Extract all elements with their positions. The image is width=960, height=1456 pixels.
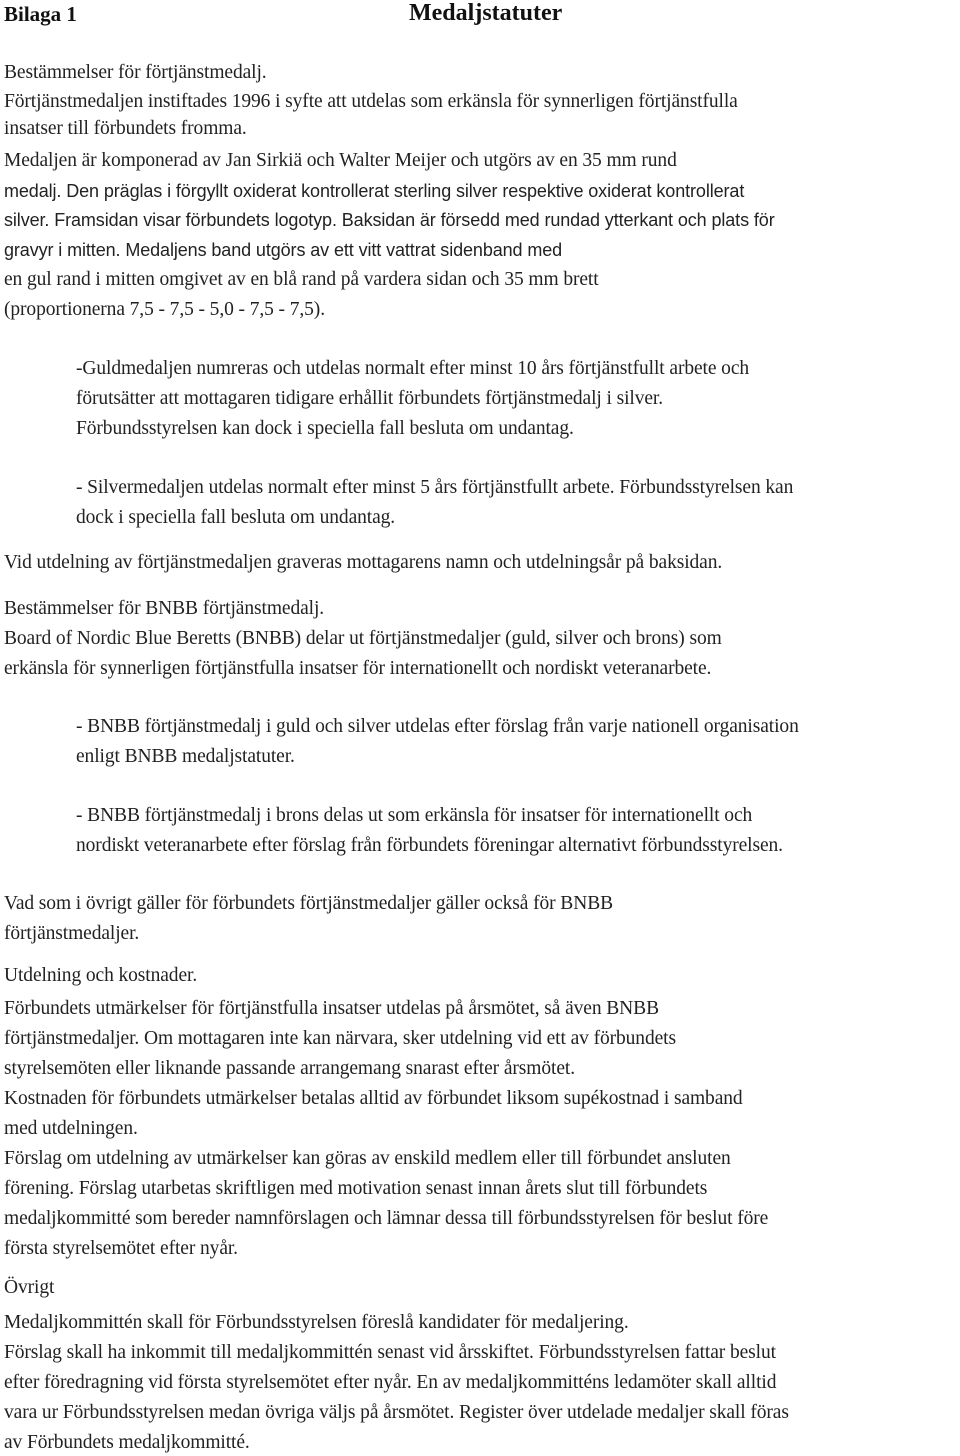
text-line: Bestämmelser för förtjänstmedalj. — [4, 62, 267, 83]
text-line: dock i speciella fall besluta om undantag. — [76, 507, 396, 528]
text-line: gravyr i mitten. Medaljens band utgörs av ett vitt vattrat sidenband med — [4, 240, 563, 260]
text-line: nordiskt veteranarbete efter förslag från förbundets föreningar alternativt förbundsstyrelsen. — [76, 835, 783, 856]
text-line: (proportionerna 7,5 - 7,5 - 5,0 - 7,5 - 7,5). — [4, 299, 325, 320]
text-line: vara ur Förbundsstyrelsen medan övriga väljs på årsmötet. Register över utdelade medaljer skall föras — [4, 1402, 789, 1423]
text-line: Medaljkommittén skall för Förbundsstyrelsen föreslå kandidater för medaljering. — [4, 1312, 629, 1333]
text-line: Vad som i övrigt gäller för förbundets förtjänstmedaljer gäller också för BNBB — [4, 893, 614, 914]
text-line: Bestämmelser för BNBB förtjänstmedalj. — [4, 598, 325, 619]
text-line: enligt BNBB medaljstatuter. — [76, 746, 295, 767]
text-line: med utdelningen. — [4, 1118, 138, 1139]
text-line: Övrigt — [4, 1277, 55, 1298]
text-line: Utdelning och kostnader. — [4, 965, 198, 986]
text-line: första styrelsemötet efter nyår. — [4, 1238, 238, 1259]
text-line: silver. Framsidan visar förbundets logotyp. Baksidan är försedd med rundad ytterkant och plats för — [4, 210, 775, 230]
text-line: Förslag skall ha inkommit till medaljkommittén senast vid årsskiftet. Förbundsstyrelsen fattar beslut — [4, 1342, 776, 1363]
text-line: Förbundets utmärkelser för förtjänstfulla insatser utdelas på årsmötet, så även BNBB — [4, 998, 659, 1019]
text-line: en gul rand i mitten omgivet av en blå rand på vardera sidan och 35 mm brett — [4, 269, 599, 290]
text-line: Förbundsstyrelsen kan dock i speciella fall besluta om undantag. — [76, 418, 574, 439]
text-line: erkänsla för synnerligen förtjänstfulla insatser för internationellt och nordiskt veteranarbete. — [4, 658, 712, 679]
text-line: medalj. Den präglas i förgyllt oxiderat kontrollerat sterling silver respektive oxiderat kontrollerat — [4, 181, 745, 201]
text-line: insatser till förbundets fromma. — [4, 118, 247, 139]
text-line: förtjänstmedaljer. — [4, 923, 140, 944]
text-line: förutsätter att mottagaren tidigare erhållit förbundets förtjänstmedalj i silver. — [76, 388, 664, 409]
text-line: av Förbundets medaljkommitté. — [4, 1432, 250, 1453]
text-line: förtjänstmedaljer. Om mottagaren inte kan närvara, sker utdelning vid ett av förbundets — [4, 1028, 676, 1049]
text-line: - BNBB förtjänstmedalj i brons delas ut som erkänsla för insatser för internationellt och — [76, 805, 753, 826]
text-line: medaljkommitté som bereder namnförslagen och lämnar dessa till förbundsstyrelsen för beslut före — [4, 1208, 769, 1229]
document-title: Medaljstatuter — [409, 0, 563, 26]
text-line: Förtjänstmedaljen instiftades 1996 i syfte att utdelas som erkänsla för synnerligen förtjänstfulla — [4, 91, 738, 112]
text-line: efter föredragning vid första styrelsemötet efter nyår. En av medaljkommitténs ledamöter skall alltid — [4, 1372, 777, 1393]
text-line: styrelsemöten eller liknande passande arrangemang snarast efter årsmötet. — [4, 1058, 575, 1079]
text-line: Medaljen är komponerad av Jan Sirkiä och Walter Meijer och utgörs av en 35 mm rund — [4, 150, 677, 171]
text-line: - BNBB förtjänstmedalj i guld och silver utdelas efter förslag från varje nationell organisation — [76, 716, 799, 737]
text-line: - Silvermedaljen utdelas normalt efter minst 5 års förtjänstfullt arbete. Förbundsstyrelsen kan — [76, 477, 794, 498]
text-line: Vid utdelning av förtjänstmedaljen graveras mottagarens namn och utdelningsår på baksidan. — [4, 552, 723, 573]
text-line: -Guldmedaljen numreras och utdelas normalt efter minst 10 års förtjänstfullt arbete och — [76, 358, 750, 379]
text-line: Kostnaden för förbundets utmärkelser betalas alltid av förbundet liksom supékostnad i samband — [4, 1088, 743, 1109]
text-line: Board of Nordic Blue Beretts (BNBB) delar ut förtjänstmedaljer (guld, silver och brons) som — [4, 628, 722, 649]
text-line: förening. Förslag utarbetas skriftligen med motivation senast innan årets slut till förbundets — [4, 1178, 708, 1199]
appendix-label: Bilaga 1 — [4, 2, 77, 26]
text-line: Förslag om utdelning av utmärkelser kan göras av enskild medlem eller till förbundet ansluten — [4, 1148, 731, 1169]
